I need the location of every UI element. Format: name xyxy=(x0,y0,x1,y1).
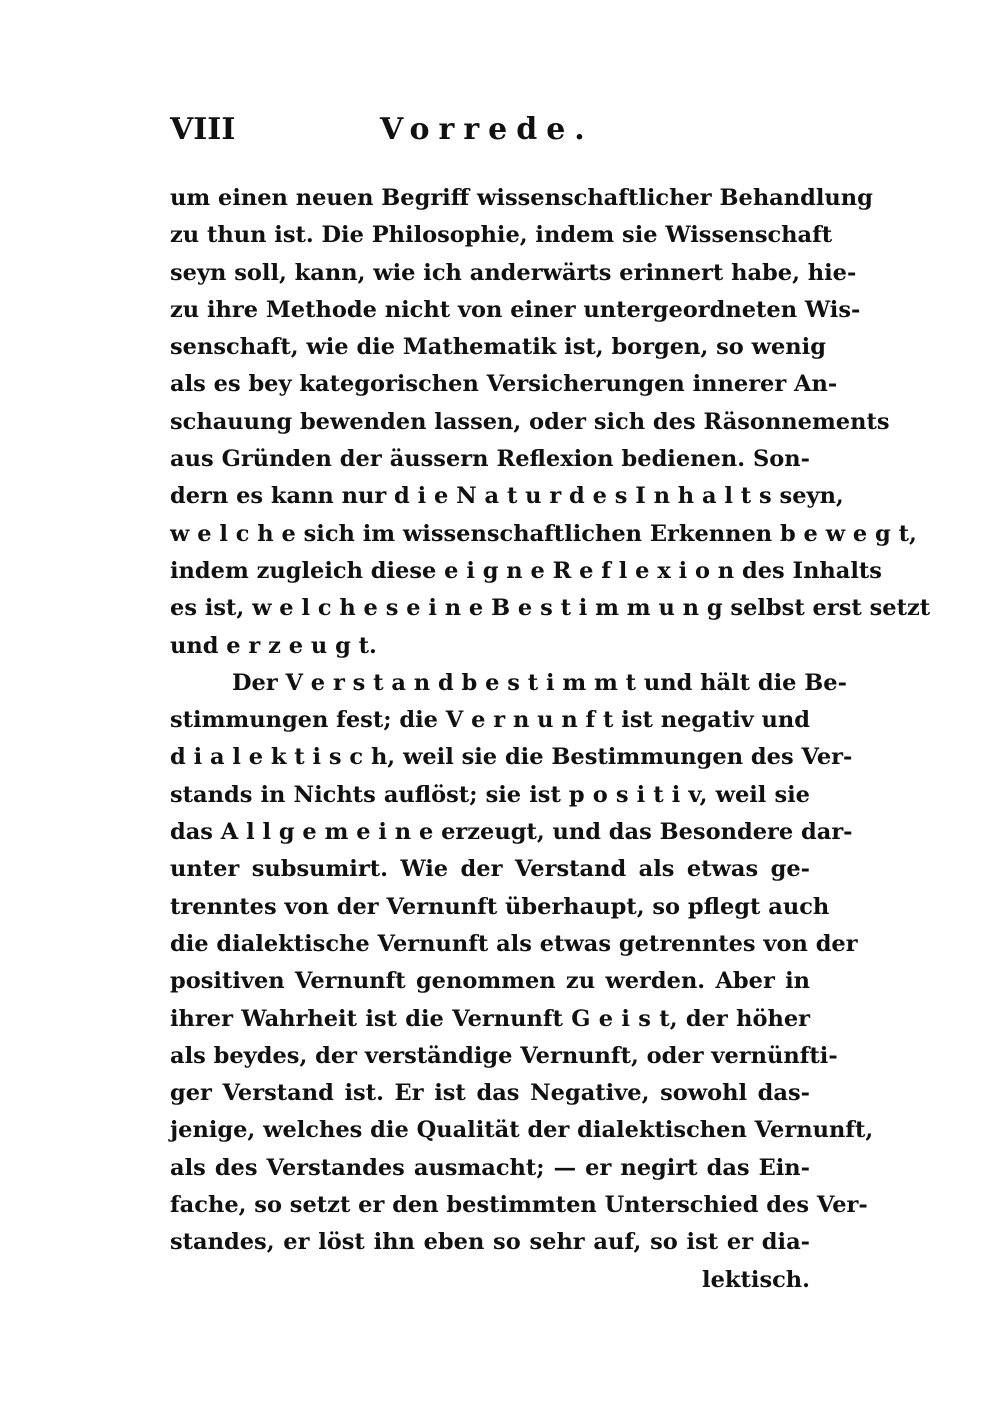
text-line: fache, so setzt er den bestimmten Unterschied des Ver- xyxy=(170,1192,868,1219)
text-line: senschaft, wie die Mathematik ist, borgen, so wenig xyxy=(170,334,826,361)
text-line: w e l c h e sich im wissenschaftlichen Erkennen b e w e g t, xyxy=(170,520,917,547)
running-title: Vorrede. xyxy=(380,112,594,147)
text-line: ger Verstand ist. Er ist das Negative, sowohl das- xyxy=(170,1080,810,1107)
text-line: als des Verstandes ausmacht; — er negirt das Ein- xyxy=(170,1154,810,1181)
text-line: positiven Vernunft genommen zu werden. Aber in xyxy=(170,968,810,995)
text-line: und e r z e u g t. xyxy=(170,632,377,659)
text-line: zu ihre Methode nicht von einer untergeordneten Wis- xyxy=(170,296,861,323)
text-line: seyn soll, kann, wie ich anderwärts erinnert habe, hie- xyxy=(170,259,857,286)
text-line: stands in Nichts auflöst; sie ist p o s i t i v, weil sie xyxy=(170,781,810,808)
text-line: zu thun ist. Die Philosophie, indem sie Wissenschaft xyxy=(170,222,833,249)
text-line: als es bey kategorischen Versicherungen innerer An- xyxy=(170,371,838,398)
text-line: es ist, w e l c h e s e i n e B e s t i m m u n g selbst erst setzt xyxy=(170,595,931,622)
text-line: indem zugleich diese e i g n e R e f l e x i o n des Inhalts xyxy=(170,557,882,584)
text-line: standes, er löst ihn eben so sehr auf, so ist er dia- xyxy=(170,1229,810,1256)
text-line: aus Gründen der äussern Reflexion bedienen. Son- xyxy=(170,446,810,473)
text-line: unter subsumirt. Wie der Verstand als etwas ge- xyxy=(170,856,810,883)
body-text xyxy=(170,180,931,1299)
text-line: das A l l g e m e i n e erzeugt, und das Besondere dar- xyxy=(170,819,853,846)
page-number: VIII xyxy=(170,112,236,147)
text-line: Der V e r s t a n d b e s t i m m t und hält die Be- xyxy=(232,669,847,696)
text-line: um einen neuen Begriff wissenschaftlicher Behandlung xyxy=(170,185,873,211)
text-line: dern es kann nur d i e N a t u r d e s I n h a l t s seyn, xyxy=(170,483,844,510)
text-line: ihrer Wahrheit ist die Vernunft G e i s t, der höher xyxy=(170,1005,810,1032)
text-line: d i a l e k t i s c h, weil sie die Bestimmungen des Ver- xyxy=(170,744,853,771)
text-line: jenige, welches die Qualität der dialektischen Vernunft, xyxy=(170,1117,874,1144)
text-line: stimmungen fest; die V e r n u n f t ist negativ und xyxy=(170,707,810,734)
text-line: lektisch. xyxy=(702,1266,810,1293)
text-line: die dialektische Vernunft als etwas getrenntes von der xyxy=(170,930,858,957)
text-line: schauung bewenden lassen, oder sich des Räsonnements xyxy=(170,408,890,435)
text-line: trenntes von der Vernunft überhaupt, so pflegt auch xyxy=(170,893,830,920)
text-line: als beydes, der verständige Vernunft, oder vernünfti- xyxy=(170,1042,838,1069)
